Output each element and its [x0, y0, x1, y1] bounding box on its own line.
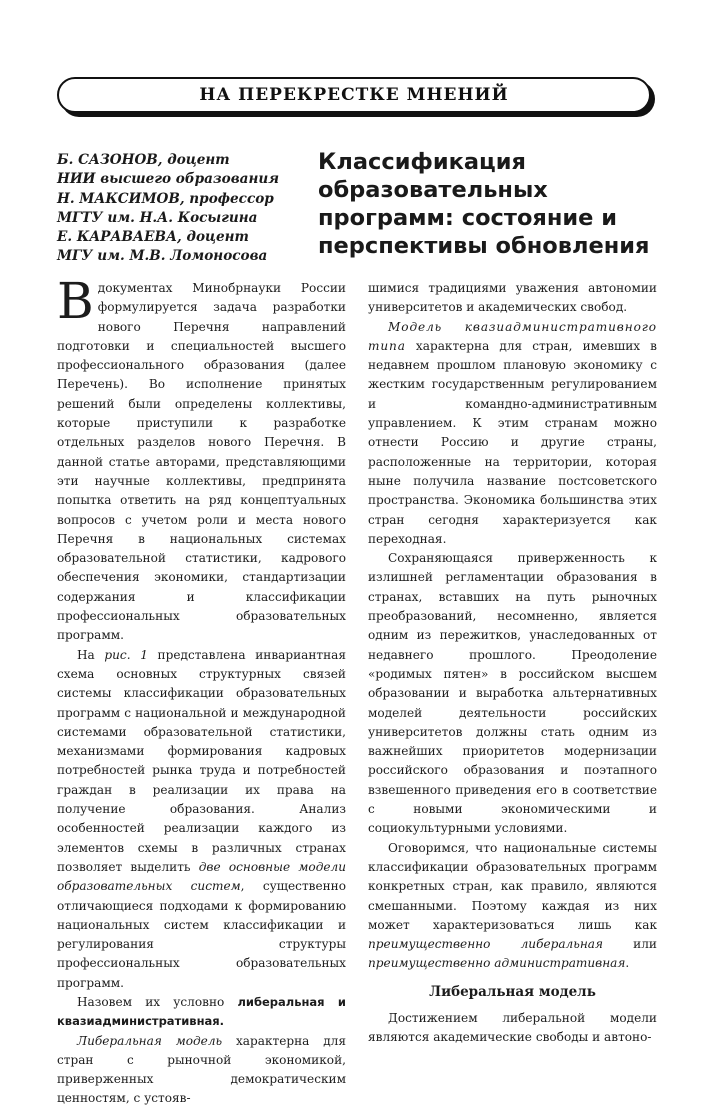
article-title — [318, 148, 668, 260]
paragraph: Сохраняющаяся приверженность к излишней регламентации образования в странах, вставших на путь рыночных преобразований, несомненно, является одним из пережитков, унаследованных от недавнего прошлого. Преодоление «родимых пятен» в российском высшем образовании и выработка альтернативных моделей деятельности российских университетов должны стать одним из важнейших приоритетов модернизации российского образования и поэтапного взвешенного приведения его в соответствие с новыми экономическими и социокультурными условиями. — [368, 551, 657, 836]
bold-term: либеральная и квазиадминистративная. — [57, 994, 346, 1029]
paragraph: Вдокументах Минобрнауки России формулируется задача разработки нового Перечня направлений подготовки и специальностей высшего профессионального образования (далее Перечень). Во исполнение принятых решений были определены коллективы, которые приступили к разработке отдельных разделов нового Перечня. В данной статье авторами, представляющими эти научные коллективы, предпринята попытка ответить на ряд концептуальных вопросов с учетом роли и места нового Перечня в национальных системах образовательной статистики, кадрового обеспечения экономики, стандартизации содержания и классификации профессиональных образовательных программ. — [57, 272, 346, 643]
paragraph: Назовем их условно либеральная и квазиадминистративная. — [57, 994, 346, 1029]
figure-reference: рис. 1 — [104, 647, 148, 662]
author-line: НИИ высшего образования — [57, 171, 280, 188]
paragraph: На рис. 1 представлена инвариантная схема основных структурных связей системы классификации образовательных программ с национальной и международной системами образовательной статистики, механизмами формирования кадровых потребностей рынка труда и потребностей граждан в реализации их права на получение образования. Анализ особенностей реализации каждого из элементов схемы в различных странах позволяет выделить две основные модели образовательных систем, существенно отличающиеся подходами к формированию национальных систем классификации и регулирования структуры профессиональных образовательных программ. — [57, 647, 347, 990]
paragraph: Оговоримся, что национальные системы классификации образовательных программ конкретных стран, как правило, являются смешанными. Поэтому каждая из них может характеризоваться лишь как преимущественно либеральная или преимущественно административная. — [368, 840, 657, 971]
paragraph: Либеральная модель характерна для стран с рыночной экономикой, приверженных демократическим ценностям, с устояв- — [57, 1033, 346, 1106]
emphasis: преимущественно либеральная — [368, 937, 604, 952]
author-line: Н. МАКСИМОВ, профессор — [57, 190, 274, 207]
section-header-banner — [57, 77, 651, 113]
title-line: образовательных — [318, 177, 548, 203]
drop-cap: В — [57, 272, 94, 330]
author-line: Б. САЗОНОВ, доцент — [57, 152, 230, 168]
title-line: перспективы обновления — [318, 233, 650, 259]
paragraph: Модель квазиадминистративного типа характерна для стран, имевших в недавнем прошлом плановую экономику с жестким государственным регулированием и командно-административным управлением. К этим странам можно отнести Россию и другие страны, расположенные на территории, которая ныне получила название постсоветского пространства. Экономика большинства этих стран сегодня характеризуется как переходная. — [368, 319, 657, 546]
right-column — [368, 279, 657, 1047]
title-line: Классификация — [318, 149, 526, 175]
emphasis: две основные модели образовательных систем — [57, 859, 347, 894]
emphasis: преимущественно административная — [368, 956, 626, 971]
author-line: Е. КАРАВАЕВА, доцент — [57, 229, 249, 246]
title-line: программ: состояние и — [318, 205, 618, 231]
authors-block — [57, 151, 317, 267]
paragraph: шимися традициями уважения автономии университетов и академических свобод. — [368, 281, 657, 315]
emphasis: Модель квазиадминистративного типа — [368, 319, 657, 353]
section-header: НА ПЕРЕКРЕСТКЕ МНЕНИЙ — [199, 85, 509, 105]
subheading: Либеральная модель — [429, 983, 596, 1000]
author-line: МГТУ им. Н.А. Косыгина — [57, 209, 258, 226]
left-column — [57, 272, 347, 1109]
paragraph: Достижением либеральной модели являются академические свободы и автоно- — [368, 1010, 657, 1044]
author-line: МГУ им. М.В. Ломоносова — [57, 248, 268, 265]
emphasis: Либеральная модель — [77, 1033, 223, 1048]
